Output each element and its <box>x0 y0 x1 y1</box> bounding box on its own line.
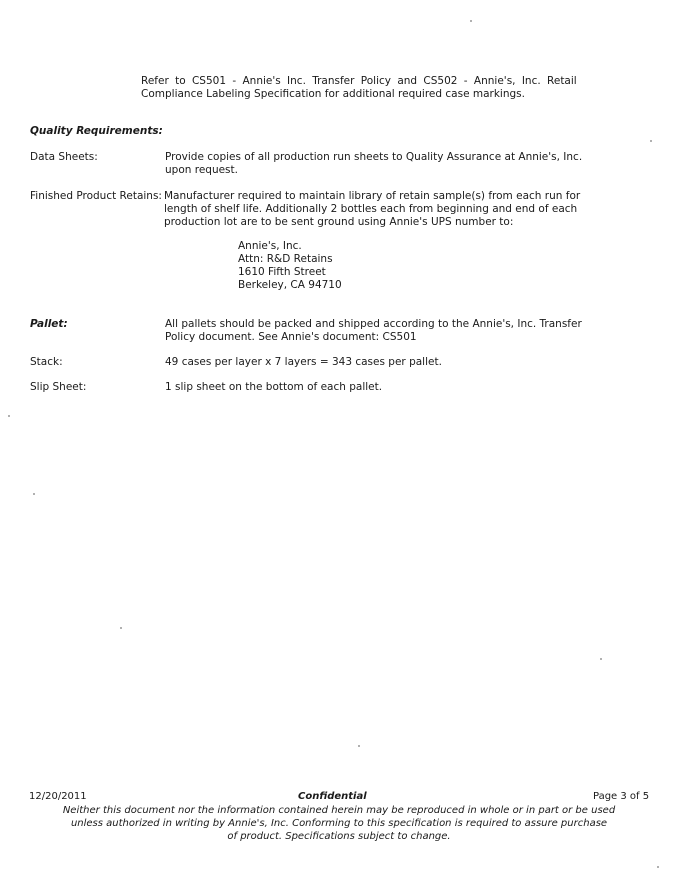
retains-line-2: length of shelf life. Additionally 2 bottles each from beginning and end of each <box>164 203 578 215</box>
case-markings-reference <box>141 75 621 101</box>
data-sheets-line-2: upon request. <box>165 164 238 176</box>
pallet-heading: Pallet: <box>30 318 68 330</box>
finished-product-retains-text <box>164 190 604 229</box>
disclaimer-line-2: unless authorized in writing by Annie's, Inc. Conforming to this specification is required to assure purchase <box>70 818 608 829</box>
data-sheets-label: Data Sheets: <box>30 151 98 163</box>
retains-line-1: Manufacturer required to maintain library of retain sample(s) from each run for <box>164 190 581 202</box>
data-sheets-text <box>165 151 605 177</box>
scan-speck <box>33 493 35 495</box>
address-line-4: Berkeley, CA 94710 <box>238 279 342 291</box>
page-number: Page 3 of 5 <box>593 791 650 802</box>
scan-speck <box>8 415 10 417</box>
reference-line-1: Refer to CS501 - Annie's Inc. Transfer Policy and CS502 - Annie's, Inc. Retail <box>141 75 577 87</box>
retains-line-3: production lot are to be sent ground using Annie's UPS number to: <box>164 216 514 228</box>
address-line-2: Attn: R&D Retains <box>238 253 333 265</box>
quality-requirements-heading: Quality Requirements: <box>30 125 163 137</box>
scan-speck <box>470 20 472 22</box>
address-line-3: 1610 Fifth Street <box>238 266 326 278</box>
stack-label: Stack: <box>30 356 63 368</box>
scan-speck <box>358 745 360 747</box>
stack-value: 49 cases per layer x 7 layers = 343 cases per pallet. <box>165 356 442 368</box>
confidential-label: Confidential <box>298 791 367 802</box>
data-sheets-line-1: Provide copies of all production run sheets to Quality Assurance at Annie's, Inc. <box>165 151 583 163</box>
slip-sheet-value: 1 slip sheet on the bottom of each pallet. <box>165 381 383 393</box>
pallet-line-2: Policy document. See Annie's document: CS501 <box>165 331 417 343</box>
slip-sheet-label: Slip Sheet: <box>30 381 87 393</box>
disclaimer-line-3: of product. Specifications subject to change. <box>227 831 451 842</box>
scan-speck <box>657 866 659 868</box>
disclaimer-line-1: Neither this document nor the information contained herein may be reproduced in whole or in part or be used <box>62 805 616 816</box>
reference-line-2: Compliance Labeling Specification for additional required case markings. <box>141 88 525 100</box>
scan-speck <box>120 627 122 629</box>
footer-disclaimer <box>0 804 678 843</box>
page-footer <box>0 791 678 842</box>
scan-speck <box>650 140 652 142</box>
finished-product-retains-label: Finished Product Retains: <box>30 190 162 202</box>
footer-date: 12/20/2011 <box>29 791 87 802</box>
retains-address <box>238 240 342 292</box>
pallet-line-1: All pallets should be packed and shipped according to the Annie's, Inc. Transfer <box>165 318 582 330</box>
pallet-text <box>165 318 605 344</box>
scan-speck <box>600 658 602 660</box>
address-line-1: Annie's, Inc. <box>238 240 302 252</box>
